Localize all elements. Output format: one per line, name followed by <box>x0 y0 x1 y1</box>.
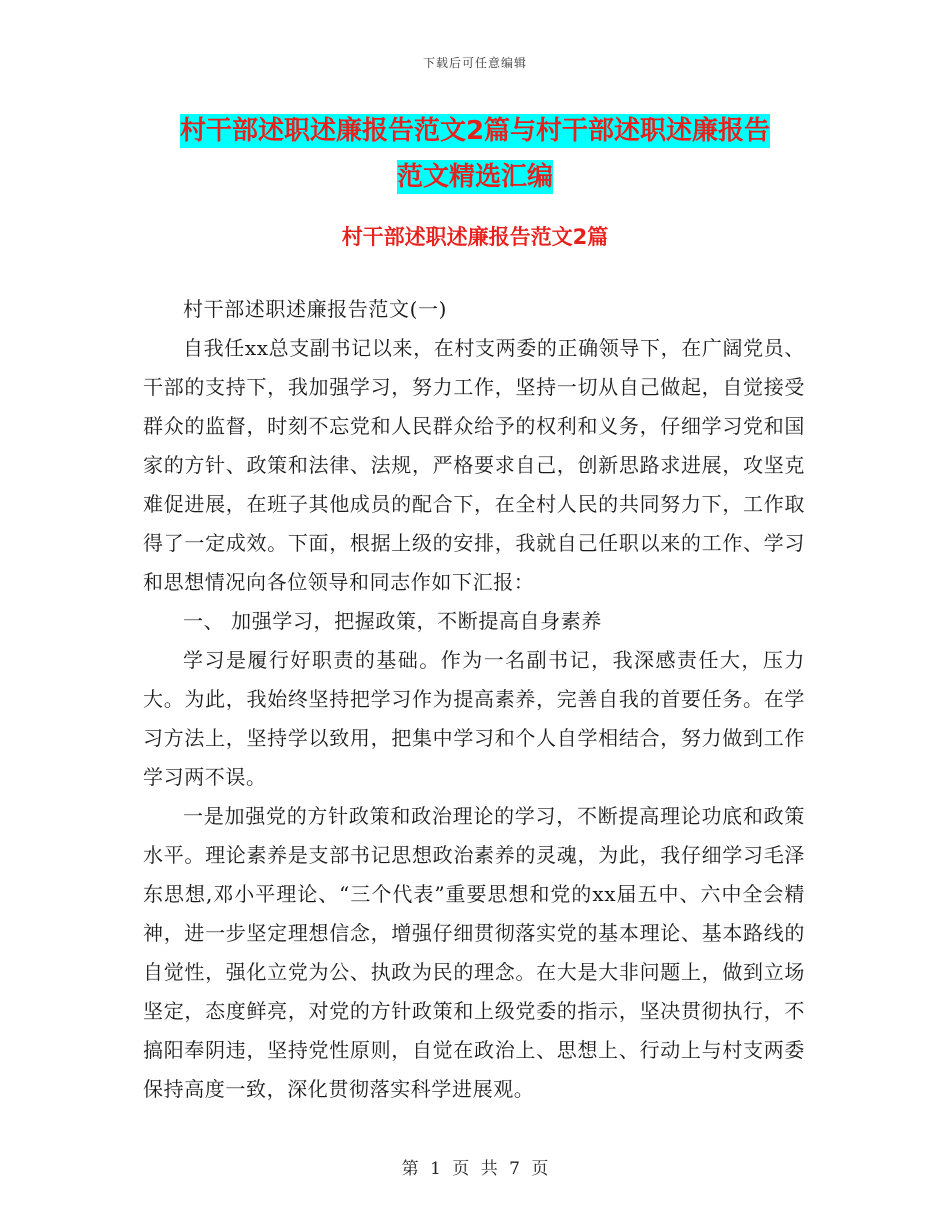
main-title-line2: 范文精选汇编 <box>396 162 553 192</box>
page-indicator: 第 1 页 共 7 页 <box>401 1159 549 1179</box>
main-title <box>0 108 950 200</box>
paragraph: 一是加强党的方针政策和政治理论的学习，不断提高理论功底和政策水平。理论素养是支部书记思想政治素养的灵魂，为此，我仔细学习毛泽东思想,邓小平理论、“三个代表”重要思想和党的xx届五中、六中全会精神，进一步坚定理想信念，增强仔细贯彻落实党的基本理论、基本路线的自觉性，强化立党为公、执政为民的理念。在大是大非问题上，做到立场坚定，态度鲜亮，对党的方针政策和上级党委的指示，坚决贯彻执行，不搞阳奉阴违，坚持党性原则，自觉在政治上、思想上、行动上与村支两委保持高度一致，深化贯彻落实科学进展观。 <box>143 804 805 1101</box>
paragraph: 学习是履行好职责的基础。作为一名副书记，我深感责任大，压力大。为此，我始终坚持把学习作为提高素养，完善自我的首要任务。在学习方法上，坚持学以致用，把集中学习和个人自学相结合，努力做到工作学习两不误。 <box>143 648 805 789</box>
paragraph: 一、 加强学习，把握政策，不断提高自身素养 <box>183 609 602 633</box>
header-note: 下载后可任意编辑 <box>422 56 527 70</box>
body-text <box>143 290 805 1109</box>
paragraph: 自我任xx总支副书记以来，在村支两委的正确领导下，在广阔党员、干部的支持下，我加强学习，努力工作，坚持一切从自己做起，自觉接受群众的监督，时刻不忘党和人民群众给予的权利和义务，仔细学习党和国家的方针、政策和法律、法规，严格要求自己，创新思路求进展，攻坚克难促进展，在班子其他成员的配合下，在全村人民的共同努力下，工作取得了一定成效。下面，根据上级的安排，我就自己任职以来的工作、学习和思想情况向各位领导和同志作如下汇报： <box>143 336 805 594</box>
main-title-line1: 村干部述职述廉报告范文2篇与村干部述职述廉报告 <box>179 116 771 146</box>
paragraph: 村干部述职述廉报告范文(一) <box>183 297 448 321</box>
sub-title: 村干部述职述廉报告范文2篇 <box>341 225 609 249</box>
